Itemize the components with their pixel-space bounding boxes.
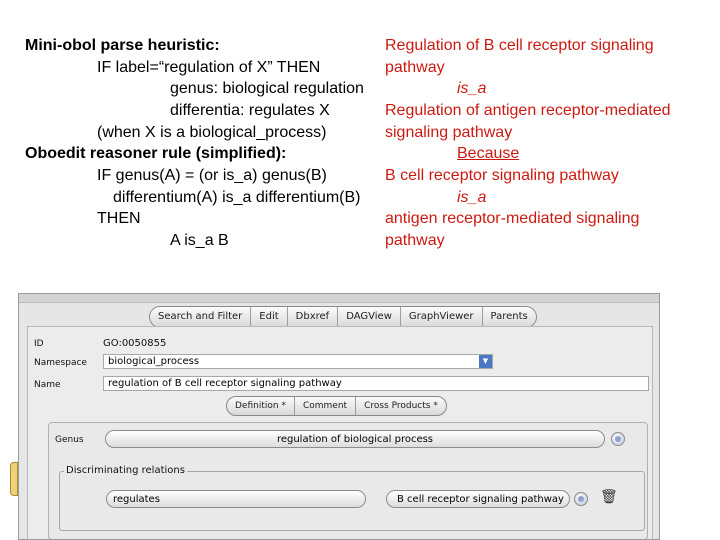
relation-value: regulates — [113, 494, 160, 505]
name-field[interactable] — [103, 376, 649, 391]
heading-mini-obol: Mini-obol parse heuristic: — [25, 37, 220, 54]
genus-field[interactable] — [105, 430, 605, 448]
rule-line-conclusion: A is_a B — [170, 232, 229, 249]
delete-trash-icon[interactable]: 🗑 — [600, 489, 618, 505]
target-term-field[interactable] — [386, 490, 570, 508]
term-editor-panel — [27, 326, 653, 540]
rule-line-differentium: differentium(A) is_a differentium(B) — [113, 189, 361, 206]
discriminating-relations-label: Discriminating relations — [66, 465, 185, 476]
id-label: ID — [34, 339, 44, 349]
window-top-strip — [19, 294, 659, 303]
tab-search-and-filter[interactable]: Search and Filter — [150, 307, 251, 327]
example-term-a: Regulation of B cell receptor signaling — [385, 37, 654, 54]
example-term-a-cont: pathway — [385, 59, 445, 76]
is-a-label-1: is_a — [457, 80, 487, 97]
target-search-button-icon[interactable] — [574, 492, 588, 506]
namespace-select[interactable] — [103, 354, 493, 369]
genus-label: Genus — [55, 435, 84, 445]
tab-dbxref[interactable]: Dbxref — [288, 307, 339, 327]
name-value: regulation of B cell receptor signaling pathway — [108, 378, 342, 389]
rule-line-when: (when X is a biological_process) — [97, 124, 327, 141]
genus-value: regulation of biological process — [276, 434, 434, 445]
rule-line-differentia: differentia: regulates X — [170, 102, 330, 119]
example-term-d: antigen receptor-mediated signaling — [385, 210, 640, 227]
discriminating-relations-box — [59, 465, 645, 531]
cross-products-panel — [48, 422, 648, 540]
rule-line-if-genus: IF genus(A) = (or is_a) genus(B) — [97, 167, 327, 184]
tab-cross-products[interactable]: Cross Products * — [364, 401, 438, 411]
rule-line-then: THEN — [97, 210, 141, 227]
genus-search-button-icon[interactable] — [611, 432, 625, 446]
tab-definition[interactable]: Definition * — [227, 397, 295, 415]
namespace-value: biological_process — [108, 356, 200, 367]
rule-line-genus: genus: biological regulation — [170, 80, 364, 97]
target-term-value: B cell receptor signaling pathway — [397, 494, 564, 505]
tab-comment[interactable]: Comment — [295, 397, 356, 415]
heading-oboedit-rule: Oboedit reasoner rule (simplified): — [25, 145, 287, 162]
tab-edit[interactable]: Edit — [251, 307, 287, 327]
id-value: GO:0050855 — [103, 338, 167, 349]
oboedit-window — [18, 293, 660, 540]
tab-graphviewer[interactable]: GraphViewer — [401, 307, 483, 327]
tab-dagview[interactable]: DAGView — [338, 307, 401, 327]
side-tab-marker — [10, 462, 18, 496]
because-label: Because — [457, 145, 520, 162]
example-term-d-cont: pathway — [385, 232, 445, 249]
rule-line-if-label: IF label=“regulation of X” THEN — [97, 59, 321, 76]
main-tab-bar — [149, 306, 537, 328]
example-term-c: B cell receptor signaling pathway — [385, 167, 619, 184]
sub-tab-bar — [226, 396, 447, 416]
example-term-b: Regulation of antigen receptor-mediated — [385, 102, 671, 119]
namespace-label: Namespace — [34, 358, 87, 368]
is-a-label-2: is_a — [457, 189, 487, 206]
example-term-b-cont: signaling pathway — [385, 124, 513, 141]
relation-select[interactable] — [106, 490, 366, 508]
name-label: Name — [34, 380, 61, 390]
dropdown-arrow-icon[interactable]: ▼ — [479, 355, 492, 368]
tab-parents[interactable]: Parents — [490, 311, 528, 322]
